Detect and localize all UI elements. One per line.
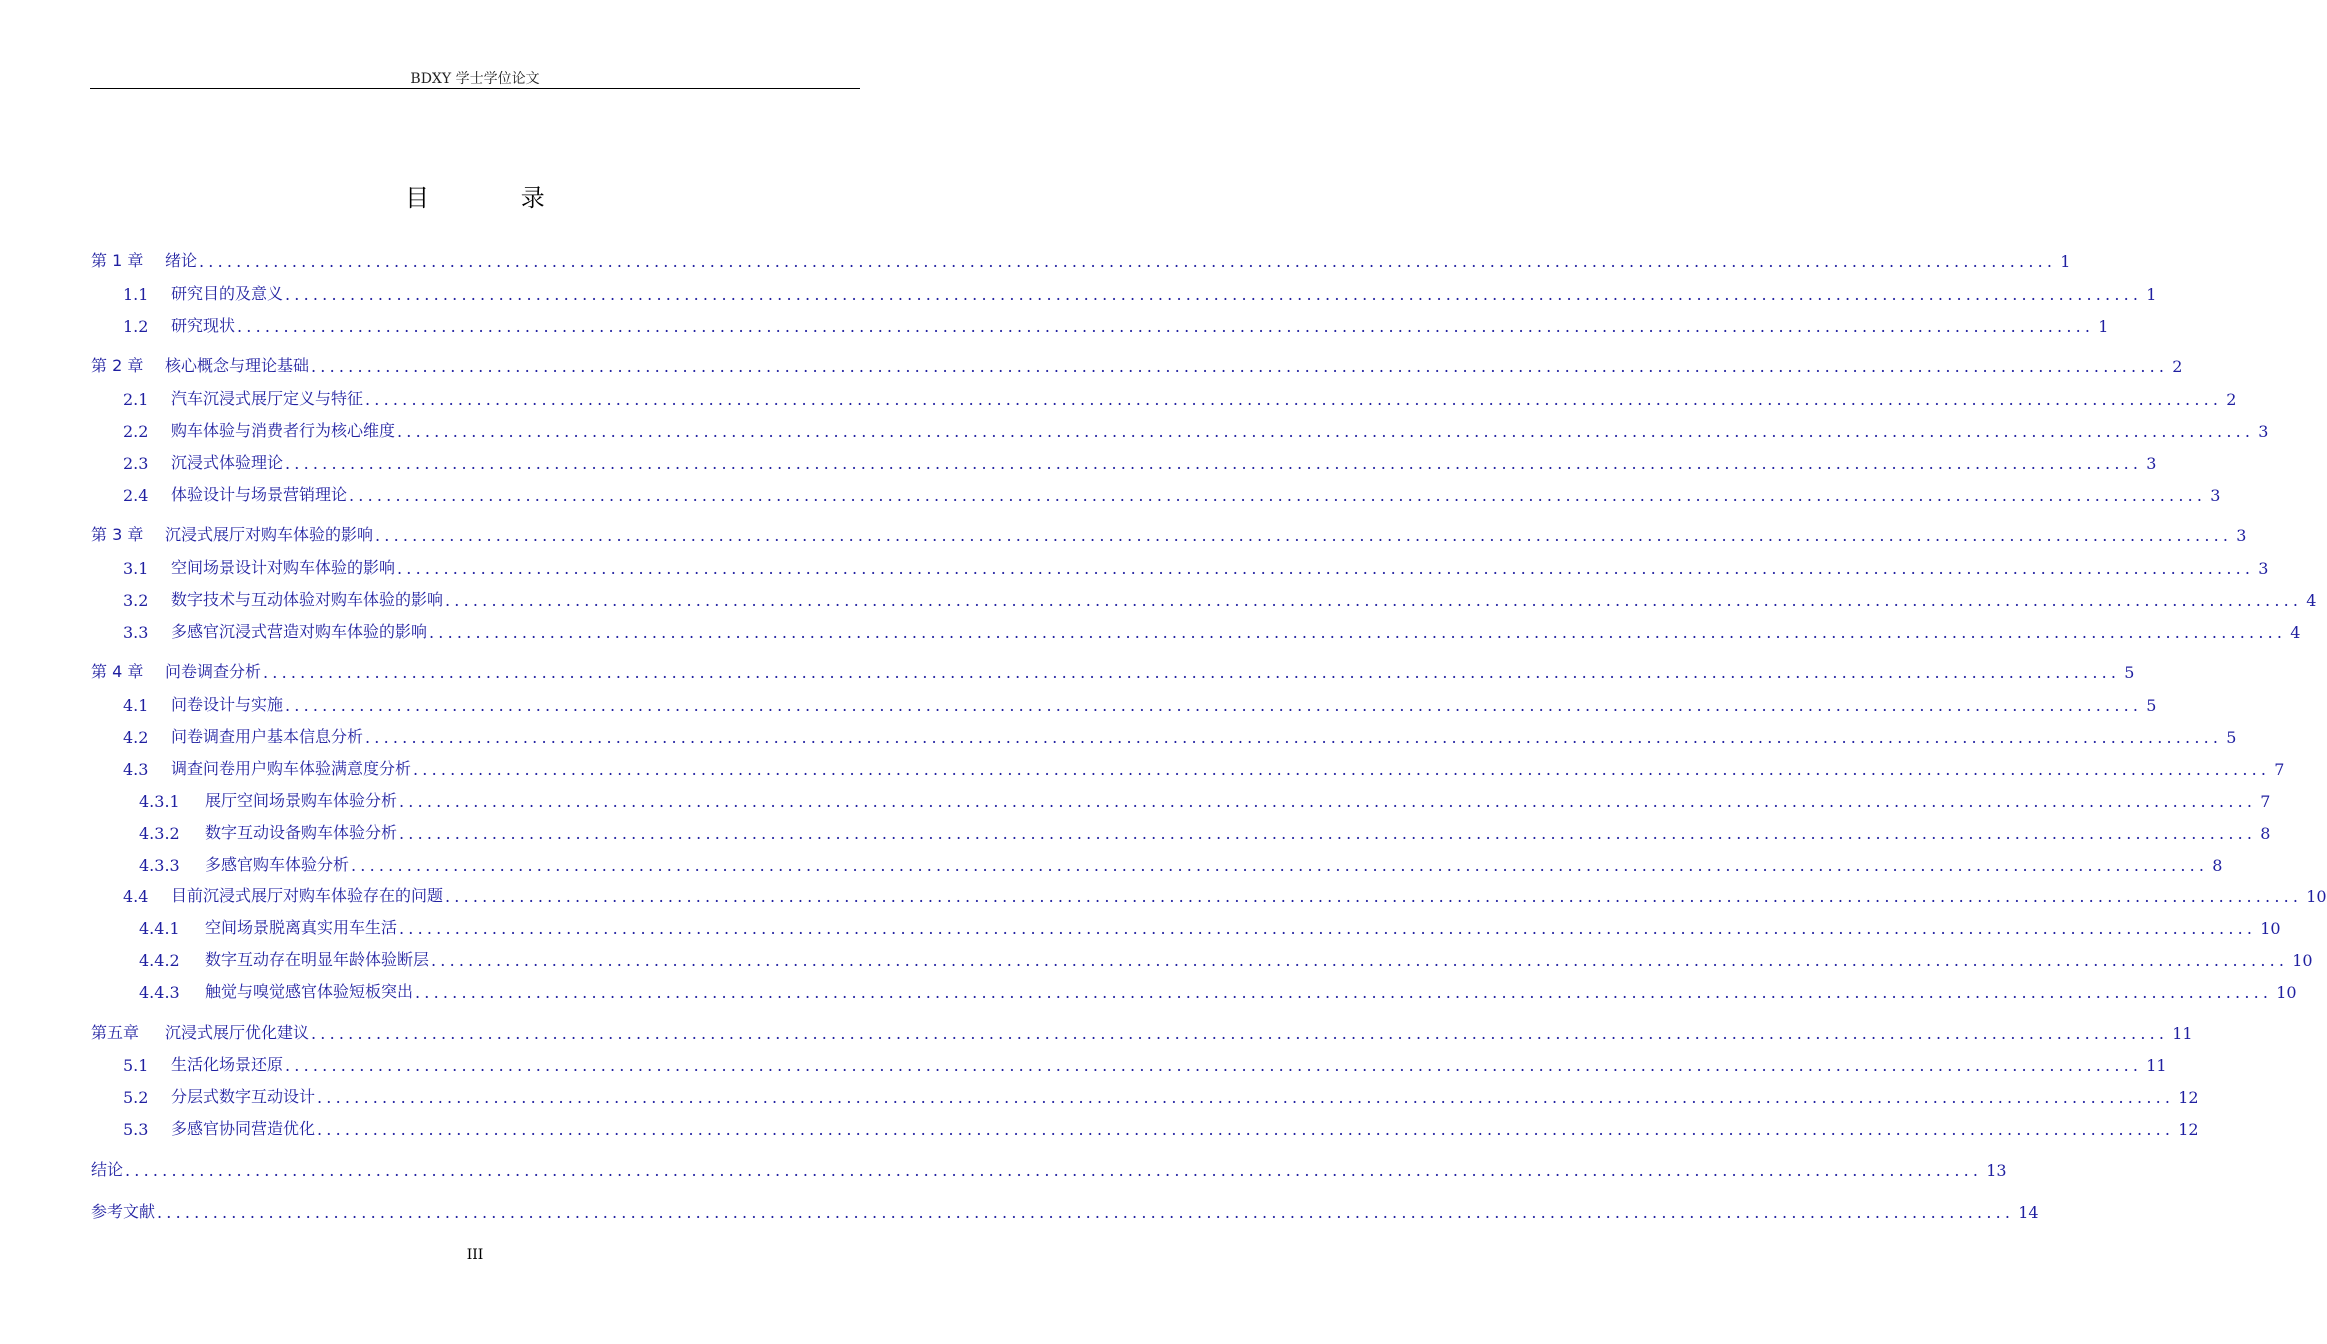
toc-entry[interactable] [91, 1198, 2039, 1222]
toc-entry-number: 4.3.2 [139, 824, 180, 843]
toc-dot-leader: ........................................................................................................................................................................................................ [311, 357, 2169, 376]
toc-entry[interactable] [123, 481, 2221, 505]
toc-entry-number: 第 4 章 [91, 662, 144, 681]
toc-entry[interactable] [123, 723, 2237, 747]
toc-entry-number: 4.3.3 [139, 856, 180, 875]
toc-entry[interactable] [139, 851, 2223, 875]
toc-entry-number: 第 1 章 [91, 251, 144, 270]
toc-entry-page: 8 [2212, 856, 2223, 875]
toc-entry-number: 2.2 [123, 422, 149, 441]
toc-dot-leader: ........................................................................................................................................................................................................ [317, 1120, 2175, 1139]
toc-entry-page: 5 [2226, 728, 2237, 747]
toc-entry-title: 多感官购车体验分析 [205, 855, 350, 874]
toc-entry-page: 11 [2172, 1024, 2193, 1043]
toc-entry[interactable] [139, 946, 2313, 970]
toc-entry-number: 4.3 [123, 760, 149, 779]
toc-entry-number: 3.1 [123, 559, 149, 578]
toc-entry-page: 3 [2258, 559, 2269, 578]
toc-entry[interactable] [123, 755, 2285, 779]
toc-entry-page: 10 [2260, 919, 2281, 938]
toc-entry-page: 3 [2146, 454, 2157, 473]
toc-entry-page: 14 [2018, 1203, 2039, 1222]
toc-entry-title: 问卷调查分析 [165, 662, 262, 681]
toc-entry-number: 4.1 [123, 696, 149, 715]
toc-entry[interactable] [139, 914, 2281, 938]
toc-dot-leader: ........................................................................................................................................................................................................ [351, 856, 2209, 875]
toc-entry-number: 2.4 [123, 486, 149, 505]
toc-dot-leader: ........................................................................................................................................................................................................ [445, 887, 2303, 906]
toc-dot-leader: ........................................................................................................................................................................................................ [285, 285, 2143, 304]
toc-entry-title: 沉浸式展厅优化建议 [165, 1023, 310, 1042]
toc-entry-number: 3.3 [123, 623, 149, 642]
toc-dot-leader: ........................................................................................................................................................................................................ [285, 696, 2143, 715]
toc-entry-number: 4.4.2 [139, 951, 180, 970]
toc-entry-number: 5.1 [123, 1056, 149, 1075]
toc-dot-leader: ........................................................................................................................................................................................................ [415, 983, 2273, 1002]
toc-entry[interactable] [123, 385, 2237, 409]
toc-title: 目 录 [405, 184, 587, 212]
toc-entry-title: 调查问卷用户购车体验满意度分析 [171, 759, 412, 778]
toc-entry[interactable] [139, 787, 2271, 811]
toc-entry-title: 空间场景设计对购车体验的影响 [171, 558, 396, 577]
toc-entry-title: 数字互动设备购车体验分析 [205, 823, 398, 842]
toc-entry-title: 展厅空间场景购车体验分析 [205, 791, 398, 810]
toc-entry-page: 10 [2306, 887, 2327, 906]
toc-entry[interactable] [91, 247, 2071, 271]
toc-entry-title: 多感官沉浸式营造对购车体验的影响 [171, 622, 428, 641]
toc-entry-number: 5.2 [123, 1088, 149, 1107]
toc-dot-leader: ........................................................................................................................................................................................................ [375, 526, 2233, 545]
toc-entry-title: 空间场景脱离真实用车生活 [205, 918, 398, 937]
toc-entry-number: 4.3.1 [139, 792, 180, 811]
toc-entry-title: 目前沉浸式展厅对购车体验存在的问题 [171, 886, 444, 905]
toc-dot-leader: ........................................................................................................................................................................................................ [349, 486, 2207, 505]
toc-entry-page: 12 [2178, 1088, 2199, 1107]
toc-entry-page: 5 [2124, 663, 2135, 682]
toc-dot-leader: ........................................................................................................................................................................................................ [125, 1161, 1983, 1180]
toc-dot-leader: ........................................................................................................................................................................................................ [397, 422, 2255, 441]
toc-dot-leader: ........................................................................................................................................................................................................ [431, 951, 2289, 970]
toc-dot-leader: ........................................................................................................................................................................................................ [397, 559, 2255, 578]
toc-entry[interactable] [123, 312, 2109, 336]
toc-entry-page: 4 [2290, 623, 2301, 642]
toc-entry[interactable] [123, 1051, 2167, 1075]
toc-entry-title: 核心概念与理论基础 [165, 356, 310, 375]
toc-entry-page: 2 [2172, 357, 2183, 376]
toc-entry-number: 2.3 [123, 454, 149, 473]
toc-entry-title: 结论 [91, 1160, 124, 1179]
toc-entry[interactable] [91, 352, 2183, 376]
toc-entry-title: 多感官协同营造优化 [171, 1119, 316, 1138]
toc-entry-title: 生活化场景还原 [171, 1055, 284, 1074]
toc-entry-title: 数字技术与互动体验对购车体验的影响 [171, 590, 444, 609]
toc-entry-title: 触觉与嗅觉感官体验短板突出 [205, 982, 414, 1001]
toc-dot-leader: ........................................................................................................................................................................................................ [263, 663, 2121, 682]
toc-dot-leader: ........................................................................................................................................................................................................ [285, 1056, 2143, 1075]
toc-entry[interactable] [123, 691, 2157, 715]
toc-entry-title: 汽车沉浸式展厅定义与特征 [171, 389, 364, 408]
toc-entry[interactable] [91, 658, 2135, 682]
toc-entry-page: 1 [2098, 317, 2109, 336]
page-header: BDXY 学士学位论文 [410, 71, 540, 87]
toc-entry-page: 12 [2178, 1120, 2199, 1139]
toc-entry-page: 4 [2306, 591, 2317, 610]
toc-entry-page: 2 [2226, 390, 2237, 409]
toc-dot-leader: ........................................................................................................................................................................................................ [157, 1203, 2015, 1222]
toc-entry-page: 5 [2146, 696, 2157, 715]
toc-entry-title: 沉浸式体验理论 [171, 453, 284, 472]
toc-entry-number: 4.4 [123, 887, 149, 906]
toc-entry[interactable] [123, 1083, 2199, 1107]
toc-entry-number: 4.2 [123, 728, 149, 747]
toc-entry-title: 参考文献 [91, 1202, 156, 1221]
toc-entry-page: 3 [2236, 526, 2247, 545]
toc-entry-number: 第 2 章 [91, 356, 144, 375]
toc-entry[interactable] [123, 280, 2157, 304]
toc-dot-leader: ........................................................................................................................................................................................................ [365, 728, 2223, 747]
toc-entry[interactable] [123, 449, 2157, 473]
toc-entry-number: 4.4.1 [139, 919, 180, 938]
toc-entry-title: 问卷调查用户基本信息分析 [171, 727, 364, 746]
toc-entry-page: 11 [2146, 1056, 2167, 1075]
toc-entry-page: 13 [1986, 1161, 2007, 1180]
toc-entry-number: 3.2 [123, 591, 149, 610]
toc-entry[interactable] [91, 1019, 2193, 1043]
toc-entry-page: 3 [2210, 486, 2221, 505]
toc-dot-leader: ........................................................................................................................................................................................................ [365, 390, 2223, 409]
toc-dot-leader: ........................................................................................................................................................................................................ [399, 919, 2257, 938]
toc-entry[interactable] [91, 521, 2247, 545]
toc-dot-leader: ........................................................................................................................................................................................................ [311, 1024, 2169, 1043]
toc-entry-number: 4.4.3 [139, 983, 180, 1002]
toc-entry[interactable] [139, 978, 2297, 1002]
toc-dot-leader: ........................................................................................................................................................................................................ [199, 252, 2057, 271]
toc-entry[interactable] [91, 1156, 2007, 1180]
toc-dot-leader: ........................................................................................................................................................................................................ [399, 824, 2257, 843]
header-rule [90, 88, 860, 89]
toc-entry-number: 1.2 [123, 317, 149, 336]
toc-entry-number: 1.1 [123, 285, 149, 304]
toc-dot-leader: ........................................................................................................................................................................................................ [399, 792, 2257, 811]
toc-entry-page: 1 [2060, 252, 2071, 271]
toc-entry-title: 研究目的及意义 [171, 284, 284, 303]
toc-entry-page: 7 [2260, 792, 2271, 811]
toc-entry-title: 问卷设计与实施 [171, 695, 284, 714]
toc-entry-page: 10 [2276, 983, 2297, 1002]
toc-entry[interactable] [123, 417, 2269, 441]
toc-entry-title: 体验设计与场景营销理论 [171, 485, 348, 504]
toc-entry-title: 数字互动存在明显年龄体验断层 [205, 950, 430, 969]
toc-entry-number: 5.3 [123, 1120, 149, 1139]
toc-dot-leader: ........................................................................................................................................................................................................ [237, 317, 2095, 336]
page-number: III [466, 1247, 484, 1263]
toc-entry[interactable] [123, 618, 2301, 642]
toc-entry[interactable] [123, 1115, 2199, 1139]
toc-entry-page: 8 [2260, 824, 2271, 843]
toc-dot-leader: ........................................................................................................................................................................................................ [317, 1088, 2175, 1107]
toc-entry-title: 分层式数字互动设计 [171, 1087, 316, 1106]
toc-entry-page: 10 [2292, 951, 2313, 970]
toc-dot-leader: ........................................................................................................................................................................................................ [285, 454, 2143, 473]
toc-entry[interactable] [123, 586, 2317, 610]
toc-dot-leader: ........................................................................................................................................................................................................ [413, 760, 2271, 779]
toc-entry-page: 7 [2274, 760, 2285, 779]
toc-dot-leader: ........................................................................................................................................................................................................ [429, 623, 2287, 642]
toc-entry[interactable] [139, 819, 2271, 843]
toc-entry-number: 2.1 [123, 390, 149, 409]
toc-entry-title: 沉浸式展厅对购车体验的影响 [165, 525, 374, 544]
toc-dot-leader: ........................................................................................................................................................................................................ [445, 591, 2303, 610]
toc-entry-title: 购车体验与消费者行为核心维度 [171, 421, 396, 440]
toc-entry[interactable] [123, 882, 2327, 906]
toc-entry-page: 1 [2146, 285, 2157, 304]
toc-entry-number: 第 3 章 [91, 525, 144, 544]
toc-entry-number: 第五章 [91, 1023, 140, 1042]
toc-entry-title: 研究现状 [171, 316, 236, 335]
toc-entry[interactable] [123, 554, 2269, 578]
toc-entry-title: 绪论 [165, 251, 198, 270]
toc-entry-page: 3 [2258, 422, 2269, 441]
